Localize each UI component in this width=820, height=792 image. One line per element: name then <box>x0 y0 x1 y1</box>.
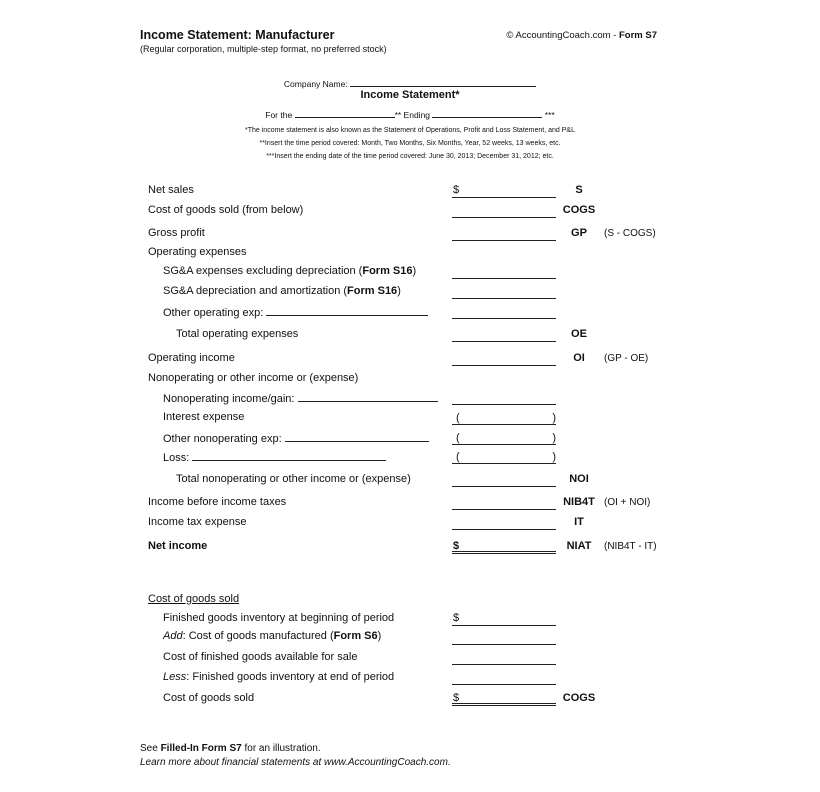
statement-title: Income Statement* <box>360 89 460 101</box>
abbr-oi: OI <box>573 352 585 364</box>
document-title: Income Statement: Manufacturer <box>140 28 335 42</box>
income-before-tax-label: Income before income taxes <box>148 496 287 508</box>
for-the-label: For the <box>265 110 293 120</box>
cogs-label: Cost of goods sold (from below) <box>148 204 304 216</box>
add-close: ) <box>377 630 382 642</box>
other-op-exp-desc-blank[interactable] <box>266 305 428 316</box>
net-income-field[interactable] <box>452 539 556 554</box>
fg-beginning-label: Finished goods inventory at beginning of period <box>163 612 395 624</box>
total-op-exp-label: Total operating expenses <box>176 328 299 340</box>
sga-excl-dep-close: ) <box>412 265 417 277</box>
other-op-exp-text: Other operating exp: <box>163 307 264 319</box>
formula-gp: (S - COGS) <box>604 228 656 239</box>
net-sales-field[interactable] <box>452 185 556 198</box>
abbr-noi: NOI <box>569 473 589 485</box>
other-nonop-exp-text: Other nonoperating exp: <box>163 433 282 445</box>
operating-income-field[interactable] <box>452 353 556 366</box>
paren-open: ( <box>456 432 460 444</box>
company-name-line <box>0 76 820 89</box>
total-nonop-field[interactable] <box>452 474 556 487</box>
loss-field[interactable] <box>452 451 556 464</box>
copyright-notice <box>506 30 657 41</box>
footer-illustration: for an illustration. <box>241 743 321 754</box>
cogs-total-field[interactable] <box>452 691 556 706</box>
cogs-field[interactable] <box>452 205 556 218</box>
paren-close: ) <box>552 451 556 463</box>
less-text: : Finished goods inventory at end of period <box>186 671 395 683</box>
other-nonop-exp-label <box>163 431 429 445</box>
interest-expense-field[interactable] <box>452 412 556 425</box>
other-nonop-desc-blank[interactable] <box>285 431 429 442</box>
operating-expenses-label: Operating expenses <box>148 246 247 258</box>
abbr-it: IT <box>574 516 584 528</box>
total-nonop-label: Total nonoperating or other income or (expense) <box>176 473 411 485</box>
period-blank[interactable] <box>295 107 395 118</box>
abbr-niat: NIAT <box>566 540 592 552</box>
income-before-tax-field[interactable] <box>452 497 556 510</box>
abbr-oe: OE <box>571 328 587 340</box>
paren-close: ) <box>552 412 556 424</box>
ending-date-blank[interactable] <box>432 107 542 118</box>
paren-open: ( <box>456 412 460 424</box>
other-op-exp-field[interactable] <box>452 306 556 319</box>
sga-excl-dep-field[interactable] <box>452 266 556 279</box>
form-s16-link-1[interactable]: Form S16 <box>362 265 413 277</box>
form-s16-link-2[interactable]: Form S16 <box>347 285 398 297</box>
fg-beginning-dollar: $ <box>453 612 460 624</box>
footnote-3: ***Insert the ending date of the time period covered: June 30, 2013; December 31, 2012; etc. <box>266 153 554 160</box>
abbr-s: S <box>575 184 583 196</box>
footer-see: See <box>140 743 161 754</box>
footnote-2: **Insert the time period covered: Month, Two Months, Six Months, Year, 52 weeks, 13 weeks, etc. <box>259 140 561 147</box>
company-name-label: Company Name: <box>283 79 348 89</box>
ending-suffix: *** <box>544 110 555 120</box>
sga-dep-amort-text: SG&A depreciation and amortization ( <box>163 285 348 297</box>
gross-profit-label: Gross profit <box>148 227 205 239</box>
footer-see-line <box>140 743 321 754</box>
nonoperating-label: Nonoperating or other income or (expense) <box>148 372 359 384</box>
document-subtitle: (Regular corporation, multiple-step format, no preferred stock) <box>140 44 387 54</box>
abbr-cogs-total: COGS <box>562 692 596 704</box>
less-fg-end-field[interactable] <box>452 672 556 685</box>
nonop-gain-desc-blank[interactable] <box>298 391 438 402</box>
net-income-label: Net income <box>148 540 208 552</box>
nonop-gain-text: Nonoperating income/gain: <box>163 393 295 405</box>
other-op-exp-label <box>163 305 428 319</box>
other-nonop-exp-field[interactable] <box>452 432 556 445</box>
abbr-nib4t: NIB4T <box>563 496 595 508</box>
net-income-dollar: $ <box>453 540 460 552</box>
nonop-gain-label <box>163 391 438 405</box>
available-field[interactable] <box>452 652 556 665</box>
add-cogm-label <box>163 630 381 642</box>
sga-dep-amort-close: ) <box>397 285 401 297</box>
form-id: Form S7 <box>618 30 657 41</box>
form-s6-link[interactable]: Form S6 <box>333 630 378 642</box>
gross-profit-field[interactable] <box>452 228 556 241</box>
company-name-blank[interactable] <box>350 76 536 87</box>
income-tax-field[interactable] <box>452 517 556 530</box>
sga-excl-dep-label <box>163 265 416 277</box>
total-op-exp-field[interactable] <box>452 329 556 342</box>
add-label: Add <box>163 630 183 642</box>
cogs-section-heading: Cost of goods sold <box>148 593 240 605</box>
paren-close: ) <box>552 432 556 444</box>
fg-beginning-field[interactable] <box>452 613 556 626</box>
paren-open: ( <box>456 451 460 463</box>
filled-in-link[interactable]: Filled-In Form S7 <box>160 743 242 754</box>
abbr-gp: GP <box>571 227 587 239</box>
less-label: Less <box>163 671 187 683</box>
loss-text: Loss: <box>163 452 190 464</box>
net-sales-dollar: $ <box>453 184 460 196</box>
sga-dep-amort-field[interactable] <box>452 286 556 299</box>
formula-niat: (NIB4T - IT) <box>604 541 657 552</box>
nonop-gain-field[interactable] <box>452 392 556 405</box>
net-sales-label: Net sales <box>148 184 194 196</box>
add-text: : Cost of goods manufactured ( <box>182 630 334 642</box>
abbr-cogs: COGS <box>562 204 596 216</box>
copyright-text: © AccountingCoach.com - <box>506 30 619 41</box>
formula-nib4t: (OI + NOI) <box>604 497 651 508</box>
period-line <box>0 107 820 120</box>
operating-income-label: Operating income <box>148 352 235 364</box>
formula-oi: (GP - OE) <box>604 353 649 364</box>
sga-dep-amort-label <box>163 285 401 297</box>
interest-expense-label: Interest expense <box>163 411 245 423</box>
loss-label <box>163 450 386 464</box>
available-label: Cost of finished goods available for sale <box>163 651 358 663</box>
footnote-1: *The income statement is also known as the Statement of Operations, Profit and Loss Statement, and P&L <box>245 127 575 134</box>
footer-learn-more[interactable]: Learn more about financial statements at www.AccountingCoach.com. <box>140 757 451 768</box>
cogs-total-dollar: $ <box>453 692 460 704</box>
loss-desc-blank[interactable] <box>192 450 386 461</box>
ending-label: ** Ending <box>394 110 431 120</box>
sga-excl-dep-text: SG&A expenses excluding depreciation ( <box>163 265 363 277</box>
add-cogm-field[interactable] <box>452 632 556 645</box>
less-fg-end-label <box>163 671 394 683</box>
cogs-total-label: Cost of goods sold <box>163 692 255 704</box>
income-tax-label: Income tax expense <box>148 516 247 528</box>
